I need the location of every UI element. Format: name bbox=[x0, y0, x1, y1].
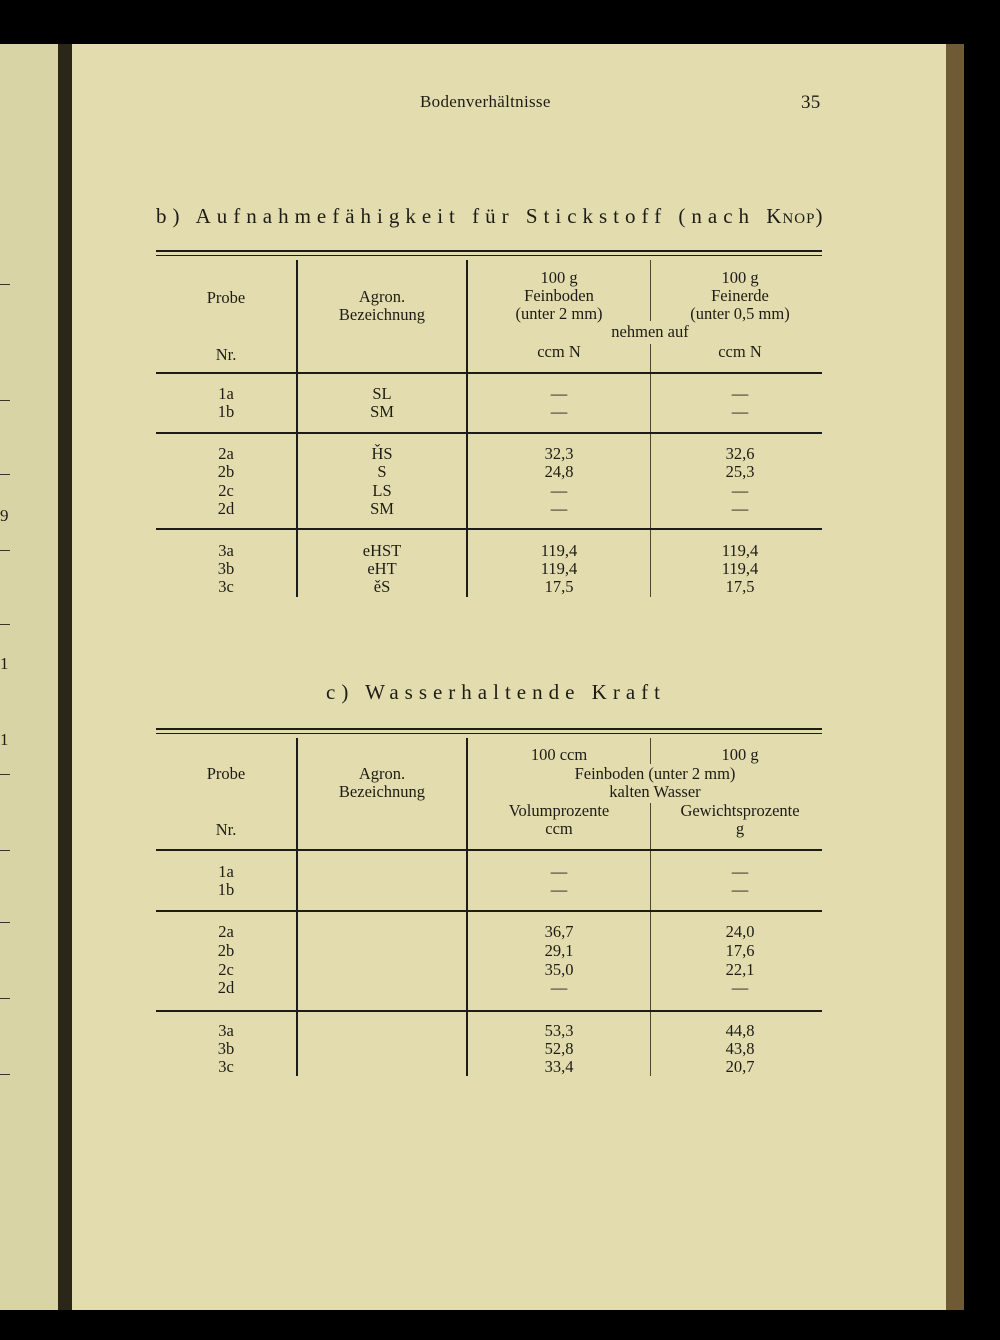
table-c-header-col4: Gewichtsprozente bbox=[680, 801, 800, 820]
table-cell-value: 17,5 bbox=[544, 577, 574, 596]
table-cell-value: — bbox=[731, 402, 749, 421]
table-cell-nr: 2b bbox=[217, 462, 235, 481]
table-cell-value: 24,0 bbox=[725, 922, 755, 941]
table-cell-nr: 3a bbox=[218, 541, 234, 560]
table-b-top-rule bbox=[156, 250, 822, 252]
table-b-col-divider-thin bbox=[650, 260, 651, 321]
table-c-header-col4: 100 g bbox=[721, 745, 759, 764]
table-c-group-rule bbox=[156, 910, 822, 912]
table-cell-value: 53,3 bbox=[544, 1021, 574, 1040]
section-b-title: b) Aufnahmefähigkeit für Stickstoff (nach Knop) bbox=[156, 204, 829, 228]
page-number: 35 bbox=[801, 92, 821, 113]
table-b-header-col4: (unter 0,5 mm) bbox=[690, 304, 790, 323]
table-cell-value: 52,8 bbox=[544, 1039, 574, 1058]
table-cell-value: 43,8 bbox=[725, 1039, 755, 1058]
table-cell-value: 32,3 bbox=[544, 444, 574, 463]
table-c-header-shared: kalten Wasser bbox=[609, 782, 701, 801]
margin-rule bbox=[0, 850, 10, 851]
table-cell-agron: SM bbox=[370, 402, 394, 421]
margin-number: 1 bbox=[0, 730, 9, 749]
margin-rule bbox=[0, 774, 10, 775]
table-cell-value: 44,8 bbox=[725, 1021, 755, 1040]
facing-page-edge bbox=[0, 44, 58, 1310]
table-b-header-nr: Nr. bbox=[215, 345, 237, 364]
table-cell-value: 35,0 bbox=[544, 960, 574, 979]
table-cell-value: — bbox=[550, 499, 568, 518]
table-cell-value: 36,7 bbox=[544, 922, 574, 941]
table-cell-value: — bbox=[731, 880, 749, 899]
table-cell-agron: eHT bbox=[367, 559, 397, 578]
table-c-header-agron: Agron. bbox=[358, 764, 406, 783]
margin-rule bbox=[0, 284, 10, 285]
table-c-header-shared: Feinboden (unter 2 mm) bbox=[574, 764, 736, 783]
table-c-header-col3: Volumprozente bbox=[508, 801, 610, 820]
table-cell-value: 119,4 bbox=[721, 559, 759, 578]
table-b-top-rule-thin bbox=[156, 255, 822, 256]
table-cell-value: — bbox=[731, 862, 749, 881]
table-cell-agron: SM bbox=[370, 499, 394, 518]
margin-rule bbox=[0, 474, 10, 475]
table-c-header-bezeichnung: Bezeichnung bbox=[338, 782, 426, 801]
table-cell-value: — bbox=[550, 384, 568, 403]
author-name: Knop bbox=[766, 204, 816, 228]
table-cell-value: 33,4 bbox=[544, 1057, 574, 1076]
table-cell-value: 119,4 bbox=[540, 559, 578, 578]
table-cell-value: — bbox=[550, 402, 568, 421]
table-cell-agron: ěS bbox=[373, 577, 391, 596]
book-page bbox=[72, 44, 946, 1310]
table-b-header-unit: ccm N bbox=[718, 342, 762, 361]
table-cell-nr: 2d bbox=[217, 499, 235, 518]
table-cell-value: — bbox=[550, 481, 568, 500]
table-b-header-probe: Probe bbox=[206, 288, 246, 307]
margin-rule bbox=[0, 624, 10, 625]
book-gutter bbox=[58, 44, 72, 1310]
table-c-header-unit: g bbox=[735, 819, 745, 838]
table-cell-value: 22,1 bbox=[725, 960, 755, 979]
table-cell-value: 119,4 bbox=[721, 541, 759, 560]
table-cell-value: — bbox=[731, 481, 749, 500]
table-cell-value: 24,8 bbox=[544, 462, 574, 481]
table-b-group-rule bbox=[156, 528, 822, 530]
table-cell-value: 29,1 bbox=[544, 941, 574, 960]
table-c-header-rule bbox=[156, 849, 822, 851]
table-cell-value: 119,4 bbox=[540, 541, 578, 560]
table-cell-agron: eHST bbox=[362, 541, 402, 560]
margin-rule bbox=[0, 998, 10, 999]
table-b-header-col3: (unter 2 mm) bbox=[515, 304, 603, 323]
table-cell-nr: 1a bbox=[218, 384, 234, 403]
table-cell-nr: 1a bbox=[218, 862, 234, 881]
table-cell-value: 25,3 bbox=[725, 462, 755, 481]
table-c-top-rule bbox=[156, 728, 822, 730]
page-stack-edge bbox=[946, 44, 964, 1310]
margin-rule bbox=[0, 400, 10, 401]
table-cell-nr: 2b bbox=[217, 941, 235, 960]
table-b-header-col4: Feinerde bbox=[711, 286, 769, 305]
table-cell-nr: 2a bbox=[218, 922, 234, 941]
margin-rule bbox=[0, 922, 10, 923]
table-cell-value: — bbox=[550, 880, 568, 899]
table-c-group-rule bbox=[156, 1010, 822, 1012]
table-c-header-unit: ccm bbox=[545, 819, 573, 838]
table-cell-nr: 3c bbox=[218, 1057, 234, 1076]
table-cell-nr: 3b bbox=[217, 559, 235, 578]
table-cell-nr: 2a bbox=[218, 444, 234, 463]
table-cell-value: — bbox=[731, 384, 749, 403]
running-head-title: Bodenverhältnisse bbox=[420, 92, 551, 111]
table-cell-value: — bbox=[731, 978, 749, 997]
table-c-col-divider-thin bbox=[650, 738, 651, 764]
table-cell-agron: S bbox=[377, 462, 387, 481]
table-cell-nr: 3a bbox=[218, 1021, 234, 1040]
table-cell-nr: 2c bbox=[218, 481, 234, 500]
table-cell-nr: 3b bbox=[217, 1039, 235, 1058]
table-b-header-col4: 100 g bbox=[721, 268, 759, 287]
table-cell-nr: 1b bbox=[217, 880, 235, 899]
table-b-header-bezeichnung: Bezeichnung bbox=[338, 305, 426, 324]
table-cell-value: — bbox=[550, 978, 568, 997]
table-cell-agron: LS bbox=[372, 481, 392, 500]
table-b-header-col3: 100 g bbox=[540, 268, 578, 287]
section-c-title: c) Wasserhaltende Kraft bbox=[326, 680, 666, 704]
table-b-header-unit: ccm N bbox=[537, 342, 581, 361]
table-cell-value: 17,5 bbox=[725, 577, 755, 596]
margin-number: 1 bbox=[0, 654, 9, 673]
table-b-header-col3: Feinboden bbox=[524, 286, 594, 305]
table-b-header-rule bbox=[156, 372, 822, 374]
margin-rule bbox=[0, 1074, 10, 1075]
table-c-top-rule-thin bbox=[156, 733, 822, 734]
table-c-header-nr: Nr. bbox=[215, 820, 237, 839]
table-b-header-shared: nehmen auf bbox=[611, 322, 689, 341]
table-cell-value: 20,7 bbox=[725, 1057, 755, 1076]
table-cell-value: — bbox=[550, 862, 568, 881]
table-cell-nr: 3c bbox=[218, 577, 234, 596]
table-cell-agron: ȞS bbox=[371, 444, 393, 463]
table-cell-nr: 1b bbox=[217, 402, 235, 421]
table-c-col-divider-thin bbox=[650, 803, 651, 1076]
table-cell-value: — bbox=[731, 499, 749, 518]
table-c-header-probe: Probe bbox=[206, 764, 246, 783]
table-cell-agron: SL bbox=[372, 384, 392, 403]
table-b-col-divider-thin bbox=[650, 344, 651, 597]
table-cell-value: 32,6 bbox=[725, 444, 755, 463]
table-b-header-agron: Agron. bbox=[358, 287, 406, 306]
table-c-header-col3: 100 ccm bbox=[530, 745, 588, 764]
margin-number: 9 bbox=[0, 506, 9, 525]
margin-rule bbox=[0, 550, 10, 551]
table-b-group-rule bbox=[156, 432, 822, 434]
table-cell-nr: 2c bbox=[218, 960, 234, 979]
table-cell-nr: 2d bbox=[217, 978, 235, 997]
table-cell-value: 17,6 bbox=[725, 941, 755, 960]
